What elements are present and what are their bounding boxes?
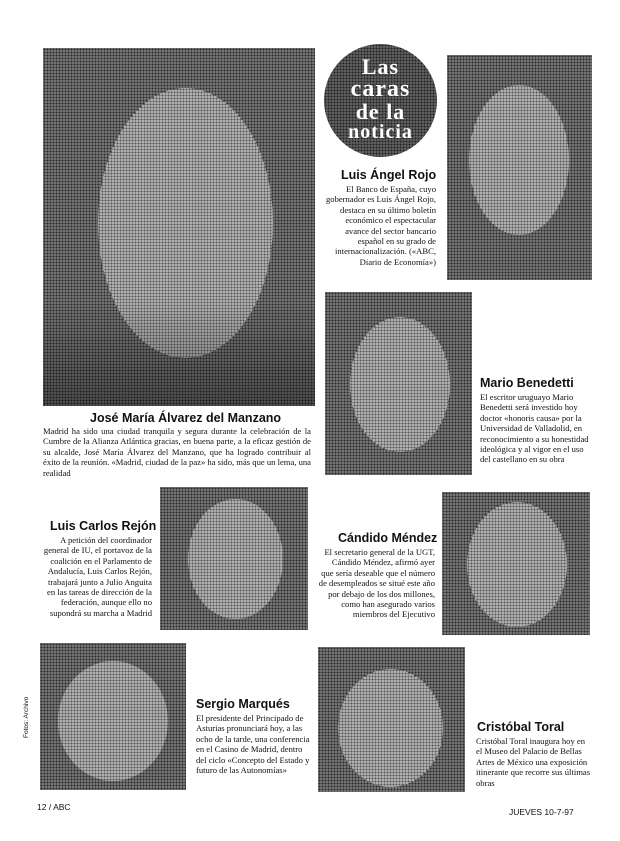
portrait-luis-angel-rojo — [447, 55, 592, 280]
portrait-sergio-marques — [40, 643, 186, 790]
portrait-cristobal-toral — [318, 647, 465, 792]
name-luis-carlos-rejon: Luis Carlos Rejón — [50, 519, 157, 533]
portrait-alvarez-del-manzano — [43, 48, 315, 406]
photo-credit: Fotos: Archivo — [23, 696, 30, 738]
caption-cristobal-toral: Cristóbal Toral inaugura hoy en el Museo del Palacio de Bellas Artes de México una exposición itinerante que recorre sus últimas obras — [476, 736, 591, 788]
logo-word-2: caras — [350, 76, 411, 102]
caption-luis-carlos-rejon: A petición del coordinador general de IU, el portavoz de la coalición en el Parlamento de Andalucía, Luis Carlos Rejón, trabajará junto a Julio Anguita en las tareas de dirección de la federación, aunque ello no supondrá su marcha a Madrid — [43, 535, 152, 618]
caption-candido-mendez: El secretario general de la UGT, Cándido Méndez, afirmó ayer que sería deseable que el número de desempleados se situé este año por debajo de los dos millones, como han asegurado varios miembros del Ejecutivo — [318, 547, 435, 620]
logo-word-3: de la — [355, 99, 406, 124]
logo-word-1: Las — [361, 54, 400, 79]
portrait-mario-benedetti — [325, 292, 472, 475]
name-luis-angel-rojo: Luis Ángel Rojo — [341, 168, 437, 182]
caption-alvarez-del-manzano: Madrid ha sido una ciudad tranquila y segura durante la celebración de la Cumbre de la Alianza Atlántica gracias, en buena parte, a la eficaz gestión de su alcalde, José María Álvarez del Manzano, que ha logrado contribuir al éxito de la reunión. «Madrid, ciudad de la paz» ha sido, más que un lema, una realidad — [43, 426, 311, 478]
caption-mario-benedetti: El escritor uruguayo Mario Benedetti será investido hoy doctor «honoris causa» por la Universidad de Valladolid, en reconocimiento a su honestidad ideológica y al vigor en el uso del castellano en su obra — [480, 392, 589, 465]
name-candido-mendez: Cándido Méndez — [338, 531, 438, 545]
page-label: 12 / ABC — [37, 802, 71, 812]
portrait-luis-carlos-rejon — [160, 487, 308, 630]
logo-word-4: noticia — [348, 121, 413, 143]
portrait-candido-mendez — [442, 492, 590, 635]
date-label: JUEVES 10-7-97 — [509, 807, 574, 817]
name-alvarez-del-manzano: José María Álvarez del Manzano — [90, 411, 282, 425]
section-logo — [324, 44, 437, 157]
caption-luis-angel-rojo: El Banco de España, cuyo gobernador es Luis Ángel Rojo, destaca en su último boletín económico el espectacular avance del sector bancario español en su grado de internacionalización. («ABC, Diario de Economía») — [325, 184, 436, 267]
name-sergio-marques: Sergio Marqués — [196, 697, 290, 711]
name-cristobal-toral: Cristóbal Toral — [477, 720, 565, 734]
caption-sergio-marques: El presidente del Principado de Asturias pronunciará hoy, a las ocho de la tarde, una conferencia en el Casino de Madrid, dentro del ciclo «Concepto del Estado y futuro de las Autonomías» — [196, 713, 310, 776]
name-mario-benedetti: Mario Benedetti — [480, 376, 574, 390]
